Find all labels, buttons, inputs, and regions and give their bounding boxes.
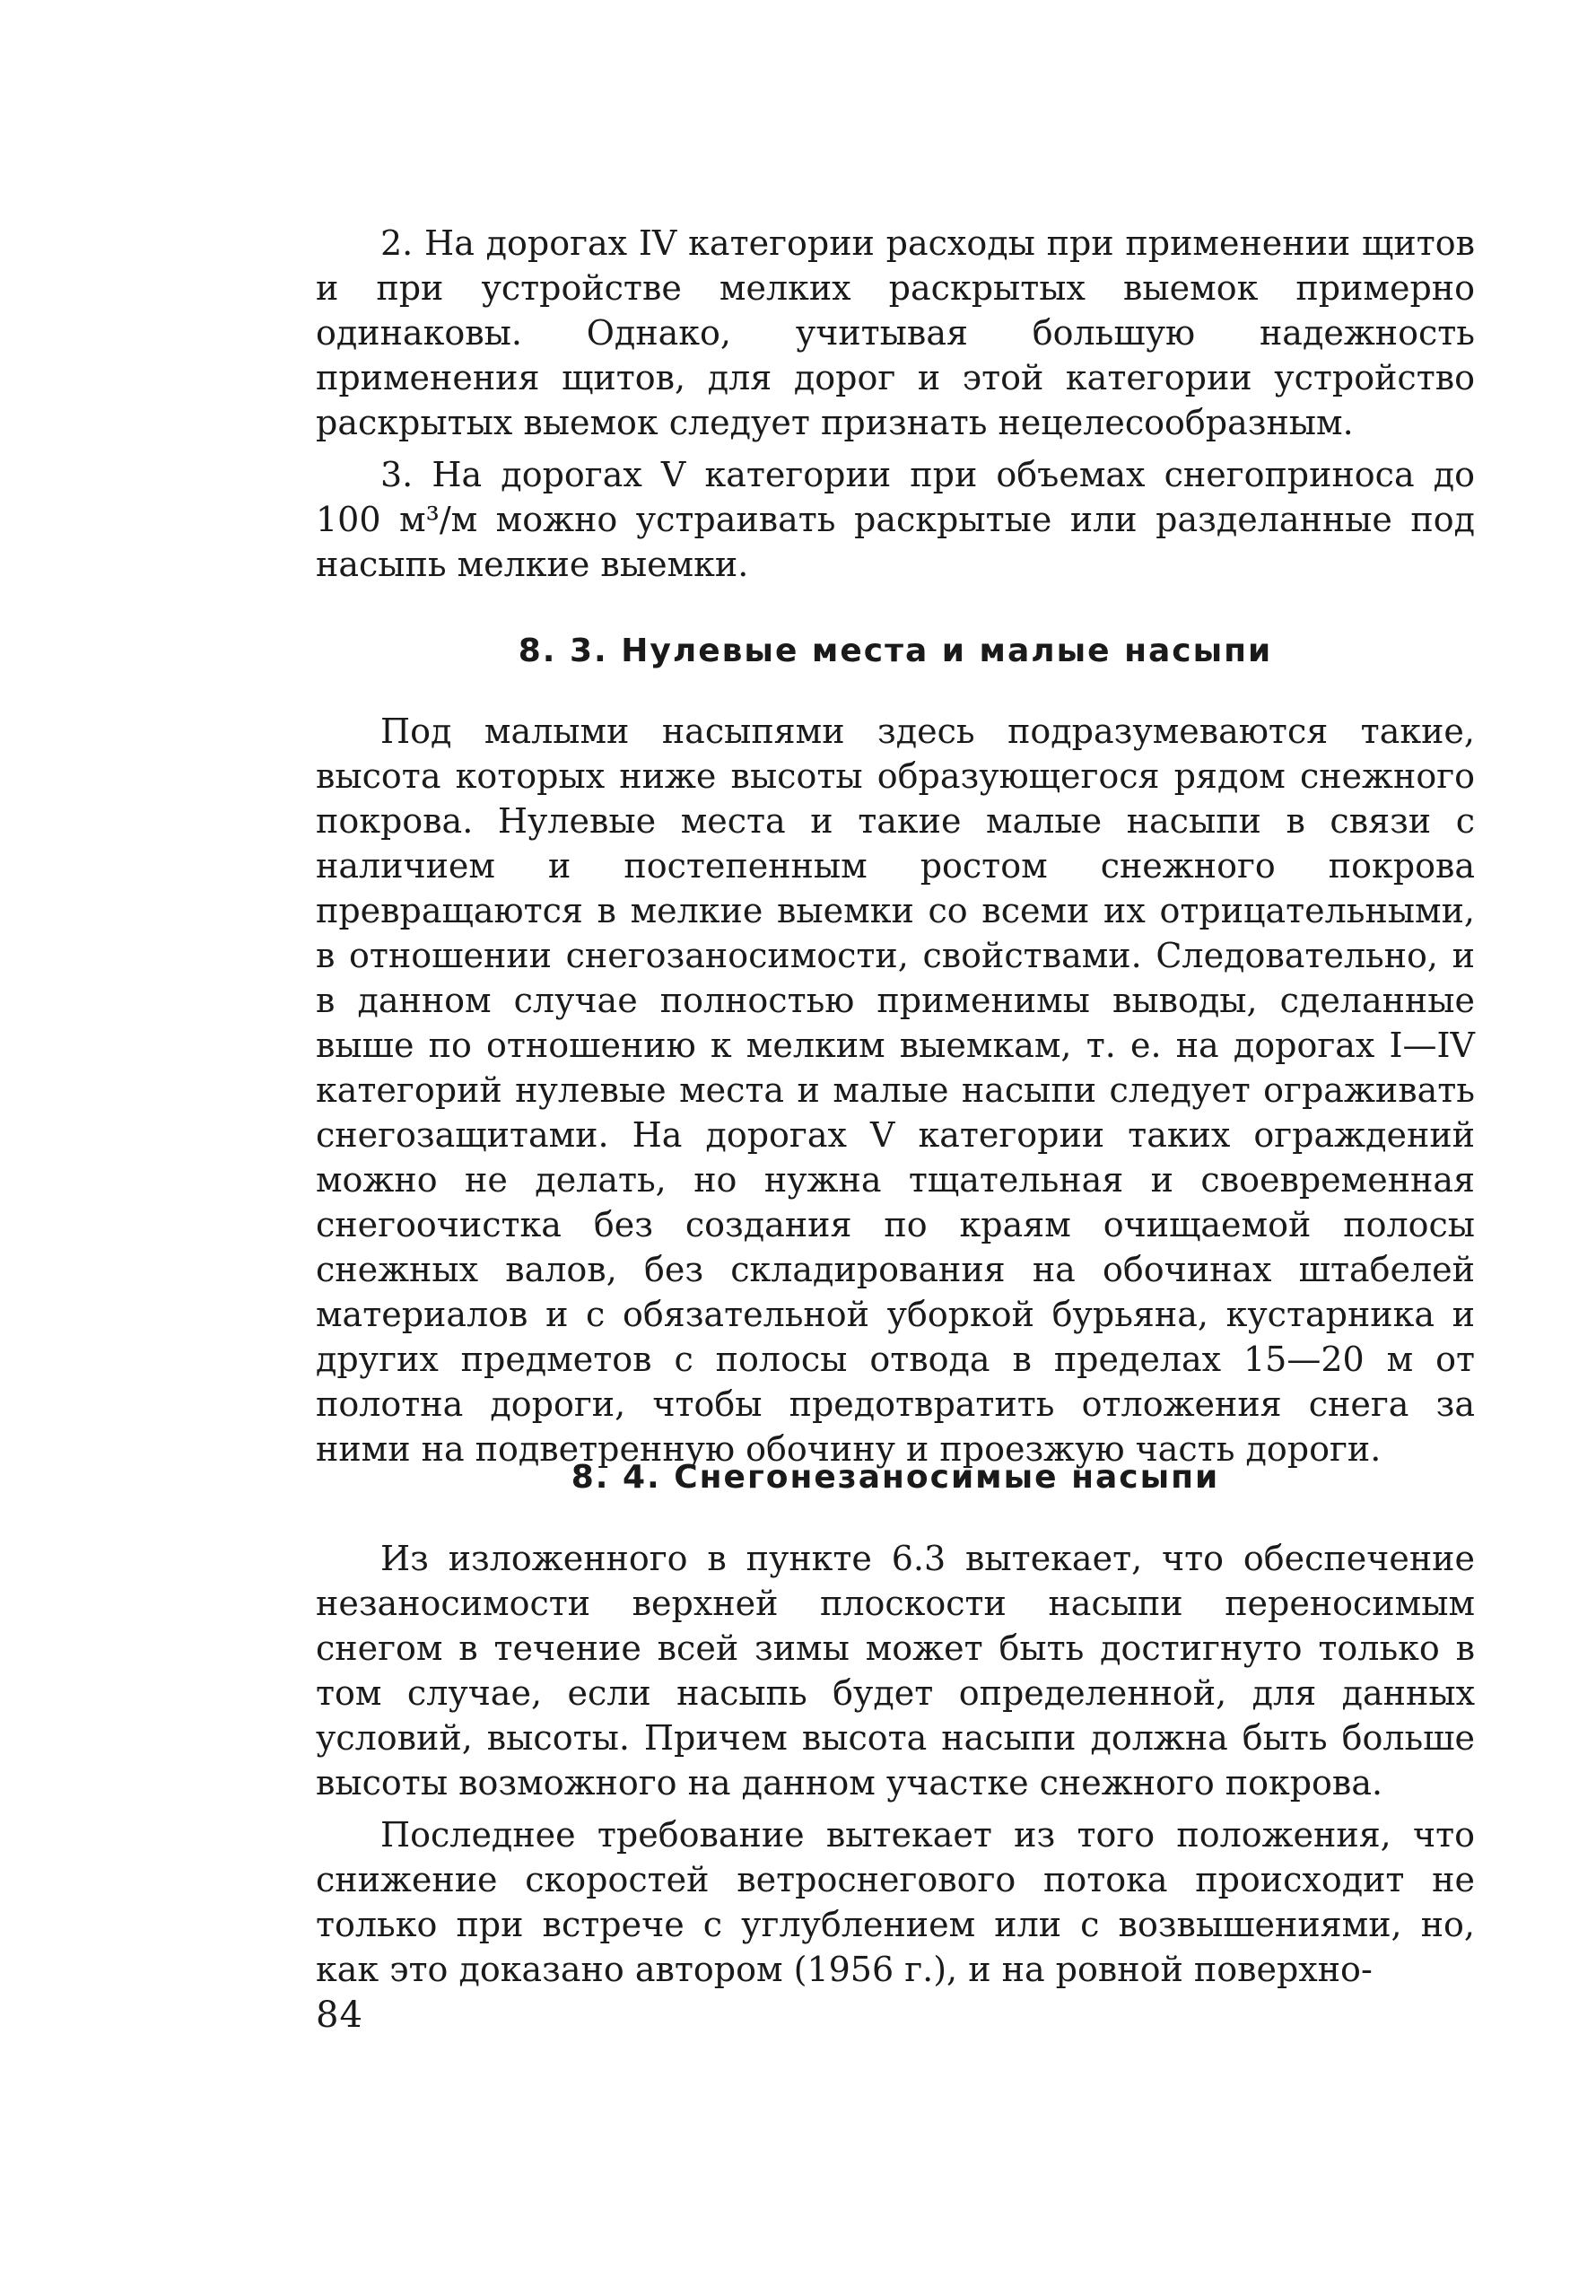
page-number: 84	[316, 1995, 363, 2036]
section-8-4-body	[316, 1536, 1475, 1992]
paragraph-section-8-4-first: Из изложенного в пункте 6.3 вытекает, что обеспечение незаносимости верхней плоскости насыпи переносимым снегом в течение всей зимы может быть достигнуто только в том случае, если насыпь будет определенной, для данных условий, высоты. Причем высота насыпи должна быть больше высоты возможного на данном участке снежного покрова.	[316, 1539, 1475, 1803]
paragraph-section-8-3: Под малыми насыпями здесь подразумеваются такие, высота которых ниже высоты образующегося рядом снежного покрова. Нулевые места и такие малые насыпи в связи с наличием и постепенным ростом снежного покрова превращаются в мелкие выемки со всеми их отрицательными, в отношении снегозаносимости, свойствами. Следовательно, и в данном случае полностью применимы выводы, сделанные выше по отношению к мелким выемкам, т. е. на дорогах I—IV категорий нулевые места и малые насыпи следует ограживать снегозащитами. На дорогах V категории таких ограждений можно не делать, но нужна тщательная и своевременная снегоочистка без создания по краям очищаемой полосы снежных валов, без складирования на обочинах штабелей материалов и с обязательной уборкой бурьяна, кустарника и других предметов с полосы отвода в пределах 15—20 м от полотна дороги, чтобы предотвратить отложения снега за ними на подветренную обочину и проезжую часть дороги.	[316, 711, 1475, 1469]
section-heading-8-3: 8. 3. Нулевые места и малые насыпи	[518, 633, 1273, 669]
paragraph-item-2: 2. На дорогах IV категории расходы при применении щитов и при устройстве мелких раскрытых выемок примерно одинаковы. Однако, учитывая большую надежность применения щитов, для дорог и этой категории устройство раскрытых выемок следует признать нецелесообразным.	[316, 223, 1475, 442]
paragraph-item-3: 3. На дорогах V категории при объемах снегоприноса до 100 м³/м можно устраивать раскрытые или разделанные под насыпь мелкие выемки.	[316, 455, 1475, 584]
top-text-block	[316, 221, 1475, 587]
paragraph-section-8-4-second: Последнее требование вытекает из того положения, что снижение скоростей ветроснегового потока происходит не только при встрече с углублением или с возвышениями, но, как это доказано автором (1956 г.), и на ровной поверхно-	[316, 1815, 1475, 1989]
section-8-3-body	[316, 709, 1475, 1471]
section-heading-8-4: 8. 4. Снегонезаносимые насыпи	[571, 1459, 1220, 1496]
